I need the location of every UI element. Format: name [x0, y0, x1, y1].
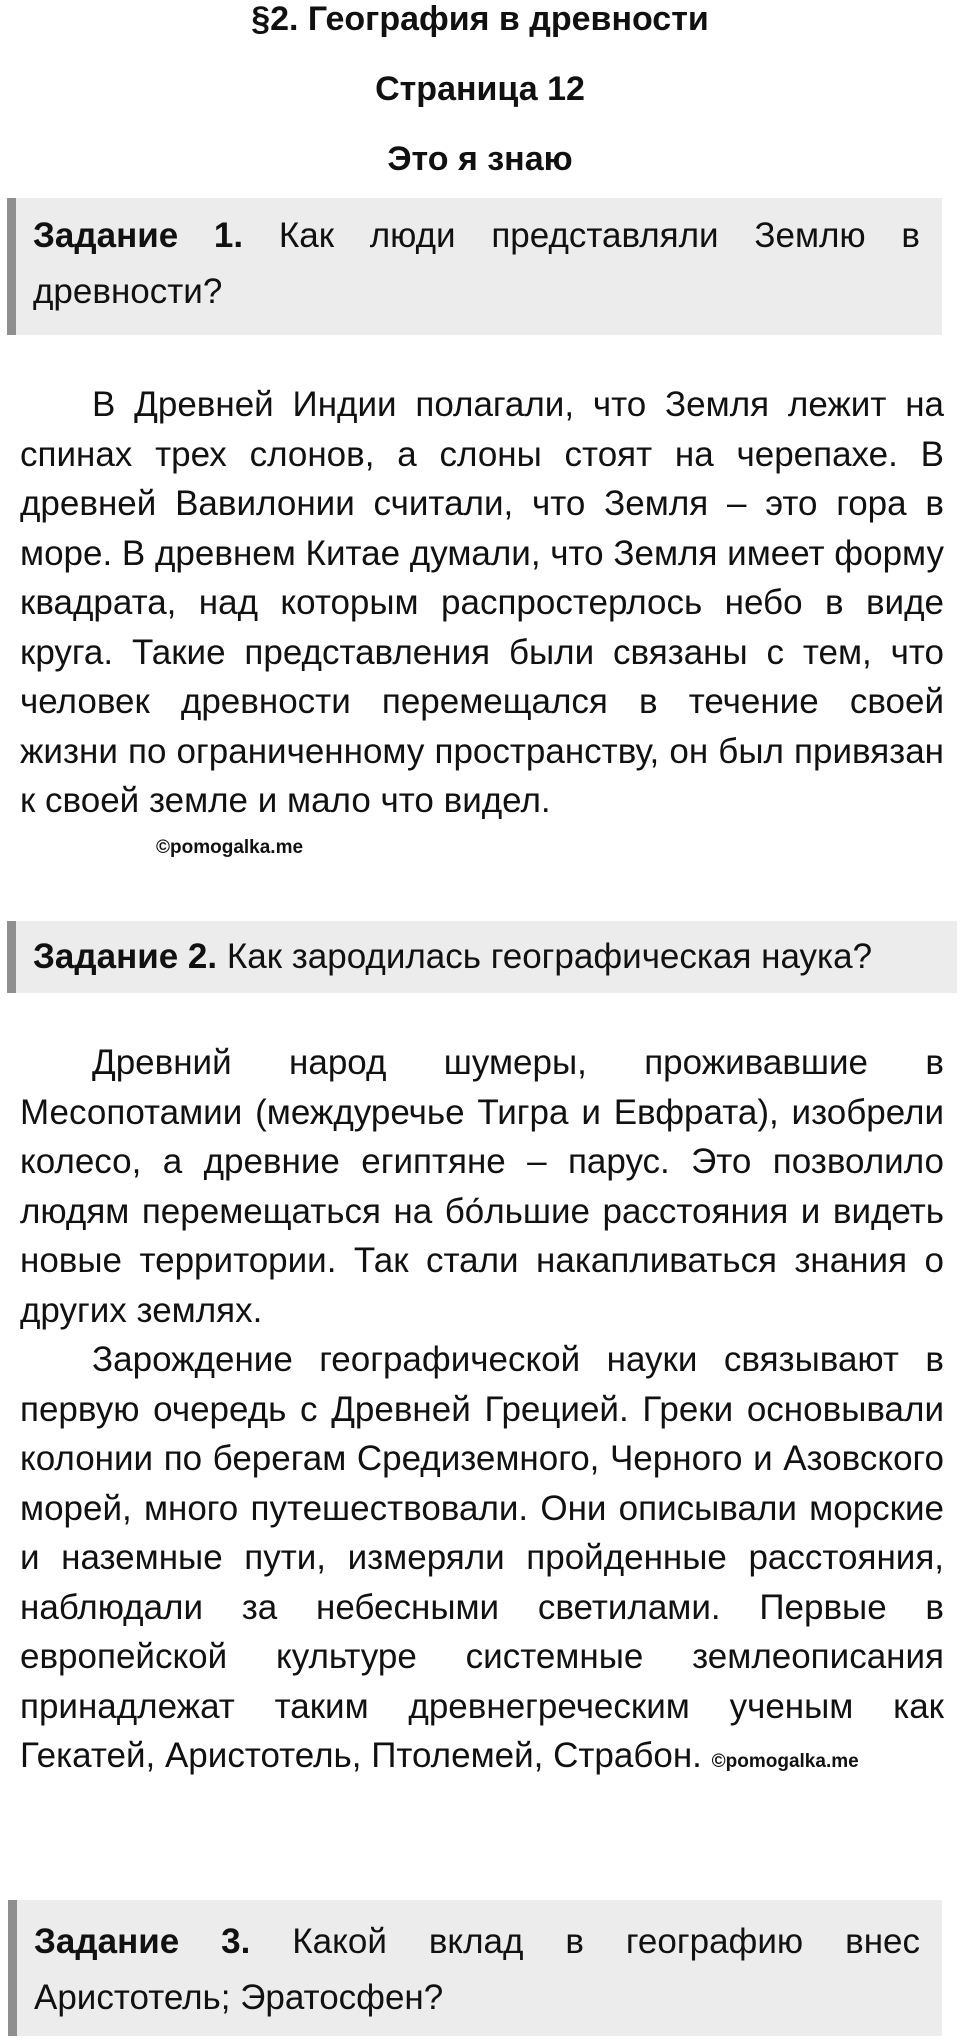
task-1-answer	[20, 380, 944, 826]
page-number-title: Страница 12	[375, 70, 585, 108]
task-2-question-box	[7, 921, 957, 993]
task-1-question-box	[7, 198, 942, 335]
task-2-answer-paragraph: Древний народ шумеры, проживавшие в Месопотамии (междуречье Тигра и Евфрата), изобрели колесо, а древние египтяне – парус. Это позволило людям перемещаться на бо́льшие расстояния и видеть новые территории. Так стали накапливаться знания о других землях.	[20, 1043, 944, 1330]
task-3-question-box	[8, 1900, 942, 2036]
task-1-answer-paragraph: В Древней Индии полагали, что Земля лежит на спинах трех слонов, а слоны стоят на черепахе. В древней Вавилонии считали, что Земля – это гора в море. В древнем Китае думали, что Земля имеет форму квадрата, над которым распростерлось небо в виде круга. Такие представления были связаны с тем, что человек древности перемещался в течение своей жизни по ограниченному пространству, он был привязан к своей земле и мало что видел.	[20, 385, 944, 820]
task-2-answer-paragraph	[20, 1335, 944, 1787]
task-1-question: Как люди представляли Землю в древности?	[33, 216, 920, 311]
task-3-question: Какой вклад в географию внес Аристотель; Эратосфен?	[34, 1922, 920, 2017]
watermark: ©pomogalka.me	[711, 1751, 859, 1772]
task-3-label: Задание 3.	[34, 1922, 251, 1961]
subsection-title: Это я знаю	[387, 140, 573, 178]
watermark: ©pomogalka.me	[156, 837, 304, 858]
task-2-label: Задание 2.	[33, 937, 218, 976]
task-1-label: Задание 1.	[33, 216, 244, 255]
section-title: §2. География в древности	[251, 0, 709, 38]
task-2-answer-text: Зарождение географической науки связывают в первую очередь с Древней Грецией. Греки основывали колонии по берегам Средиземного, Черного и Азовского морей, много путешествовали. Они описывали морские и наземные пути, измеряли пройденные расстояния, наблюдали за небесными светилами. Первые в европейской культуре системные землеописания принадлежат таким древнегреческим ученым как Гекатей, Аристотель, Птолемей, Страбон.	[20, 1340, 944, 1775]
task-2-question: Как зародилась географическая наука?	[226, 937, 873, 976]
task-2-answer	[20, 1038, 944, 1787]
